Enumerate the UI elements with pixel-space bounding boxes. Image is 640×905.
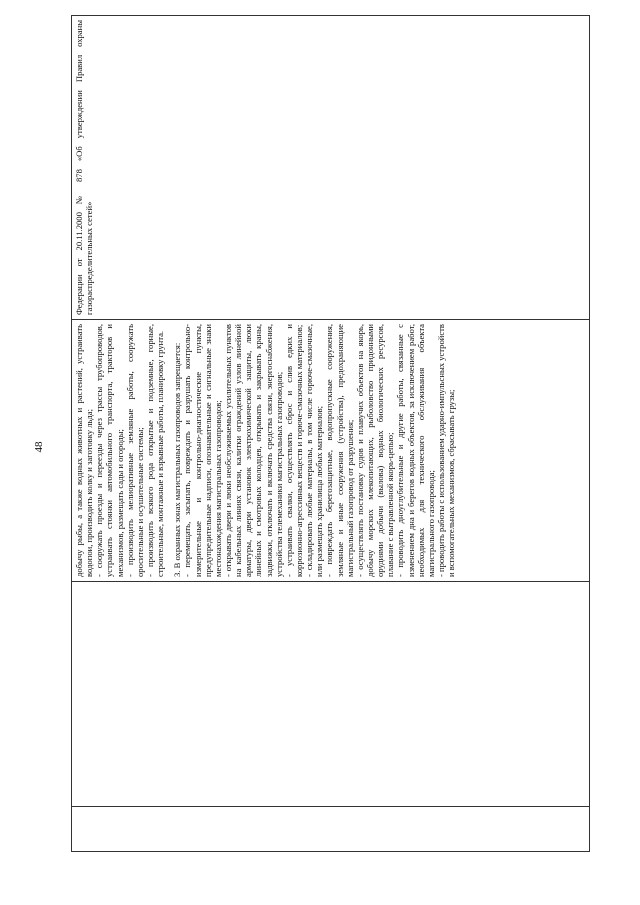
empty-cell	[72, 582, 590, 807]
paragraph: - проводить дноуглубительные и другие работы, связанные с изменением дна и берегов водных объектов, за исключением работ, необходимых для технического обслуживания объекта магистрального газопровода;	[395, 324, 436, 577]
reference-text: Федерации от 20.11.2000 № 878 «Об утверждении Правил охраны газораспределительных сетей»	[74, 20, 95, 315]
spacer	[165, 324, 172, 577]
prohibitions-cell	[72, 320, 590, 582]
paragraph: - устраивать свалки, осуществлять сброс и слив едких и коррозионно-агрессивных веществ и горюче-смазочных материалов;	[283, 324, 304, 577]
regulation-table	[71, 15, 590, 852]
paragraph: - проводить работы с использованием ударно-импульсных устройств и вспомогательных механизмов, сбрасывать грузы;	[435, 324, 457, 577]
paragraph: - перемещать, засыпать, повреждать и разрушать контрольно-измерительные и контрольно-диагностические пункты, предупредительные надписи, опознавательные и сигнальные знаки местонахождения магистральных газопроводов;	[182, 324, 223, 577]
paragraph: - производить мелиоративные земляные работы, сооружать оросительные и осушительные системы;	[124, 324, 145, 577]
reference-cell	[72, 16, 590, 320]
paragraph: - повреждать берегозащитные, водопропускные сооружения, земляные и иные сооружения (устройства), предохраняющие магистральный газопровод от разрушения;	[324, 324, 355, 577]
rotated-table-container	[71, 20, 590, 852]
number-cell	[72, 807, 590, 852]
paragraph: - осуществлять постановку судов и плавучих объектов на якорь, добычу морских млекопитающих, рыболовство придонными орудиями добычи (вылова) водных биологических ресурсов, плавание с вытравленной якорь-цепью;	[354, 324, 396, 577]
page-number: 48	[33, 441, 45, 453]
paragraph: - складировать любые материалы, в том числе горюче-смазочные, или размещать хранилища любых материалов;	[304, 324, 325, 577]
section-heading: 3. В охранных зонах магистральных газопроводов запрещается:	[172, 342, 183, 577]
paragraph: - открывать двери и люки необслуживаемых усилительных пунктов на кабельных линиях связи, калитки ограждений узлов линейной арматуры, двери установок электрохимической защиты, люки линейных и смотровых колодцев, открывать и закрывать краны, задвижки, отключать и включать средства связи, энергоснабжения, устройства телемеханики магистральных газопроводов;	[222, 324, 284, 577]
paragraph: - сооружать проезды и переезды через трассы трубопроводов, устраивать стоянки автомобильного транспорта, тракторов и механизмов, размещать сады и огороды;	[94, 324, 125, 577]
paragraph: добычу рыбы, а также водных животных и растений, устраивать водопои, производить колку и заготовку льда;	[74, 324, 95, 577]
table-row	[72, 16, 590, 852]
paragraph: - производить всякого рода открытые и подземные, горные, строительные, монтажные и взрывные работы, планировку грунта.	[144, 324, 166, 577]
